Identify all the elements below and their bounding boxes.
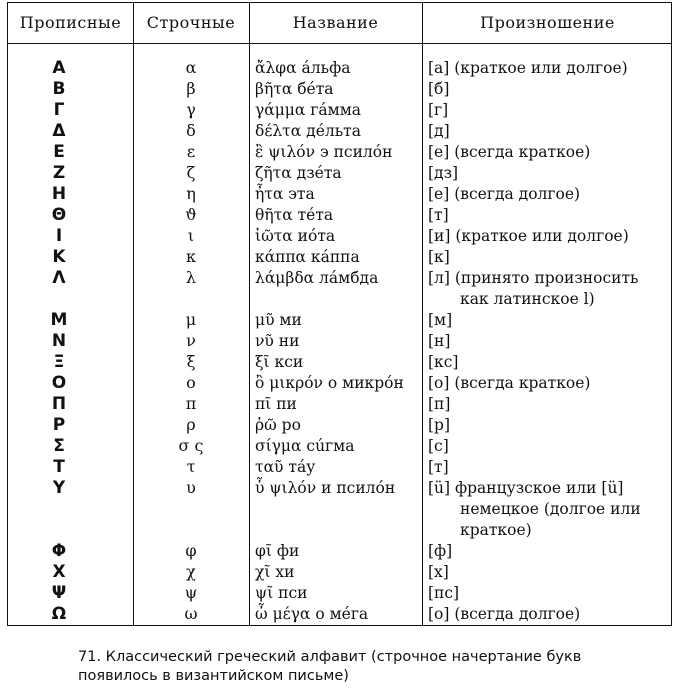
column-divider-1	[133, 3, 134, 625]
column-divider-3	[422, 3, 423, 625]
table-row-pronunciation: как латинское l)	[460, 290, 595, 308]
table-row-lower-letter: η	[186, 184, 196, 203]
table-row-upper-letter: Β	[52, 79, 66, 99]
table-row-upper-letter: Ο	[51, 373, 67, 393]
table-row-letter-name: ξῖ кси	[255, 353, 304, 371]
table-row-pronunciation: [т]	[428, 206, 449, 224]
table-row-letter-name: ἒ ψιλόν э псилóн	[255, 143, 393, 161]
table-row-lower-letter: λ	[185, 268, 197, 287]
figure-caption	[78, 648, 663, 686]
table-row-letter-name: ταῦ тáу	[255, 458, 316, 476]
table-row-pronunciation: [н]	[428, 332, 451, 350]
table-row-letter-name: ῥῶ ро	[255, 416, 301, 434]
table-row-pronunciation: [д]	[428, 122, 450, 140]
table-row-pronunciation: [кс]	[428, 353, 459, 371]
table-row-pronunciation: [к]	[428, 248, 450, 266]
table-row-letter-name: σίγμα сúгма	[255, 437, 355, 455]
table-row-lower-letter: κ	[186, 247, 196, 266]
table-row-lower-letter: σ ς	[178, 436, 204, 455]
table-row-pronunciation: [р]	[428, 416, 451, 434]
table-row-pronunciation: [б]	[428, 80, 450, 98]
table-row-pronunciation: [е] (всегда долгое)	[428, 185, 581, 203]
table-row-upper-letter: Σ	[53, 436, 65, 456]
table-row-pronunciation: [п]	[428, 395, 451, 413]
table-row-lower-letter: ρ	[186, 415, 196, 434]
header-pronunciation: Произношение	[480, 13, 615, 32]
table-row-letter-name: ἰῶτα иóта	[255, 227, 336, 245]
table-row-lower-letter: υ	[186, 478, 196, 497]
table-row-pronunciation: [ф]	[428, 542, 453, 560]
table-row-lower-letter: ι	[187, 226, 195, 245]
table-row-upper-letter: Δ	[52, 121, 66, 141]
table-row-upper-letter: Χ	[52, 562, 66, 582]
table-row-lower-letter: ψ	[184, 583, 198, 602]
table-row-upper-letter: Γ	[53, 100, 65, 120]
table-row-lower-letter: χ	[186, 562, 196, 581]
table-row-lower-letter: π	[185, 394, 197, 413]
table-row-lower-letter: μ	[185, 310, 197, 329]
table-row-pronunciation: [о] (всегда краткое)	[428, 374, 591, 392]
table-row-upper-letter: Υ	[52, 478, 66, 498]
greek-alphabet-table	[7, 2, 672, 626]
table-row-letter-name: ὖ ψιλόν и псилóн	[255, 479, 396, 497]
table-row-letter-name: θῆτα тéта	[255, 206, 334, 224]
table-row-letter-name: ψῖ пси	[255, 584, 308, 602]
table-row-letter-name: ὦ μέγα о мéга	[255, 605, 369, 623]
table-row-pronunciation: [с]	[428, 437, 449, 455]
table-row-lower-letter: τ	[186, 457, 196, 476]
table-row-pronunciation: [пс]	[428, 584, 460, 602]
header-name: Название	[292, 13, 379, 32]
table-row-upper-letter: Ω	[51, 604, 67, 624]
column-divider-2	[249, 3, 250, 625]
table-row-pronunciation: [л] (принято произносить	[428, 269, 639, 287]
table-row-upper-letter: Φ	[51, 541, 67, 561]
table-row-letter-name: ἦτα эта	[255, 185, 315, 203]
caption-line-1: 71. Классический греческий алфавит (строчное начертание букв	[78, 649, 582, 665]
table-row-upper-letter: Π	[51, 394, 67, 414]
table-row-upper-letter: Μ	[50, 310, 68, 330]
table-row-upper-letter: Ν	[51, 331, 67, 351]
table-row-upper-letter: Ξ	[53, 352, 65, 372]
table-row-pronunciation: [дз]	[428, 164, 459, 182]
table-row-lower-letter: δ	[186, 121, 196, 140]
table-row-letter-name: μῦ ми	[255, 311, 302, 329]
table-row-lower-letter: γ	[186, 100, 196, 119]
table-row-upper-letter: Ζ	[52, 163, 66, 183]
table-row-pronunciation: [м]	[428, 311, 453, 329]
table-row-lower-letter: β	[186, 79, 196, 98]
table-row-lower-letter: ξ	[186, 352, 196, 371]
table-row-letter-name: πῖ пи	[255, 395, 297, 413]
table-row-pronunciation: [г]	[428, 101, 449, 119]
table-row-letter-name: ὂ μικρόν о микрóн	[255, 374, 404, 392]
table-row-upper-letter: Θ	[51, 205, 67, 225]
table-row-upper-letter: Λ	[52, 268, 66, 288]
table-row-upper-letter: Κ	[52, 247, 66, 267]
table-row-upper-letter: Ρ	[52, 415, 66, 435]
table-row-lower-letter: ο	[186, 373, 196, 392]
table-row-lower-letter: ϑ	[185, 205, 197, 224]
table-row-letter-name: δέλτα дéльта	[255, 122, 361, 140]
table-row-pronunciation: [и] (краткое или долгое)	[428, 227, 629, 245]
table-row-letter-name: γάμμα гáмма	[255, 101, 361, 119]
table-row-lower-letter: ζ	[186, 163, 196, 182]
header-upper: Прописные	[19, 13, 122, 32]
table-row-upper-letter: Α	[52, 58, 66, 78]
table-row-lower-letter: φ	[185, 541, 197, 560]
table-row-lower-letter: ω	[184, 604, 198, 623]
table-row-upper-letter: Τ	[53, 457, 65, 477]
table-row-letter-name: βῆτα бéта	[255, 80, 334, 98]
table-row-letter-name: κάππα кáппа	[255, 248, 360, 266]
table-row-letter-name: φῖ фи	[255, 542, 300, 560]
table-row-letter-name: ἄλφα áльфа	[255, 59, 351, 77]
table-row-pronunciation: немецкое (долгое или	[460, 500, 641, 518]
table-row-upper-letter: Ι	[55, 226, 63, 246]
table-row-letter-name: ζῆτα дзéта	[255, 164, 342, 182]
table-row-pronunciation: [х]	[428, 563, 449, 581]
table-row-pronunciation: [е] (всегда краткое)	[428, 143, 591, 161]
table-row-upper-letter: Ε	[53, 142, 65, 162]
table-row-upper-letter: Ψ	[51, 583, 67, 603]
table-row-pronunciation: [ü] французское или [ü]	[428, 479, 624, 497]
table-row-lower-letter: α	[185, 58, 197, 77]
table-row-upper-letter: Η	[51, 184, 67, 204]
table-row-pronunciation: [о] (всегда долгое)	[428, 605, 581, 623]
header-divider	[8, 43, 671, 44]
table-row-lower-letter: ε	[186, 142, 196, 161]
table-row-pronunciation: [т]	[428, 458, 449, 476]
table-row-pronunciation: краткое)	[460, 521, 532, 539]
header-lower: Строчные	[146, 13, 236, 32]
table-row-letter-name: λάμβδα лáмбда	[255, 269, 379, 287]
table-row-letter-name: νῦ ни	[255, 332, 300, 350]
caption-line-2: появилось в византийском письме)	[78, 668, 349, 684]
table-row-pronunciation: [а] (краткое или долгое)	[428, 59, 628, 77]
table-row-lower-letter: ν	[186, 331, 196, 350]
table-row-letter-name: χῖ хи	[255, 563, 295, 581]
